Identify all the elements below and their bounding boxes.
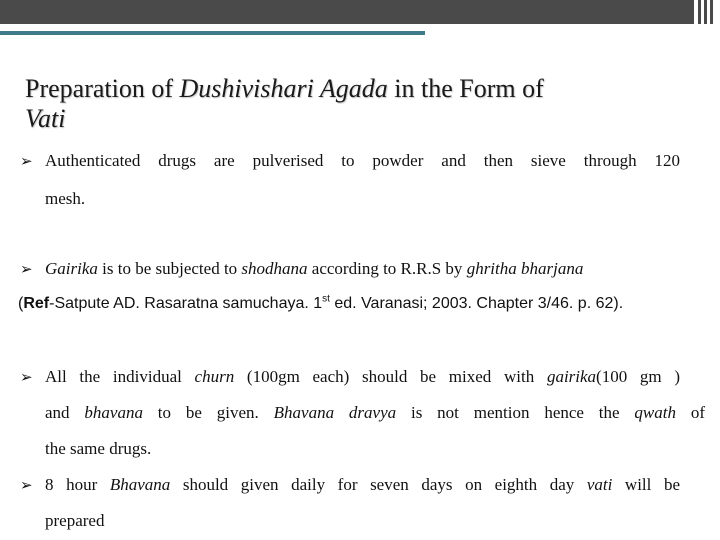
reference-open: ( — [18, 295, 24, 312]
top-decorative-stripes — [698, 0, 720, 24]
arrow-bullet-icon: ➢ — [20, 368, 33, 386]
bullet-4-term-vati: vati — [586, 475, 613, 494]
bullet-3-term-bhavana: bhavana — [84, 403, 143, 422]
reference-text-1: -Satpute AD. Rasaratna samuchaya. 1 — [49, 295, 323, 312]
bullet-3-l2-text-4: of — [675, 403, 705, 422]
bullet-2 — [20, 258, 583, 280]
title-line-2: Vati — [25, 104, 66, 133]
reference-sup: st — [322, 293, 330, 305]
bullet-1-line-1: Authenticated drugs are pulverised to powder and then sieve through 120 — [45, 151, 680, 170]
bullet-3-text-3: (100 gm ) — [596, 367, 681, 386]
title-part-2: Dushivishari Agada — [179, 74, 388, 103]
bullet-4-text-1: 8 hour — [45, 475, 110, 494]
bullet-3 — [20, 366, 680, 388]
accent-underline — [0, 31, 425, 35]
title-part-3: in the Form of — [387, 74, 544, 103]
bullet-3-term-churn: churn — [194, 367, 235, 386]
reference-text-2: ed. Varanasi; 2003. Chapter 3/46. p. 62). — [329, 295, 624, 312]
bullet-1 — [20, 150, 680, 172]
bullet-4-text-2: should given daily for seven days on eighth day — [170, 475, 587, 494]
bullet-2-term-gairika: Gairika — [45, 259, 98, 278]
bullet-2-term-ghritha: ghritha bharjana — [466, 259, 584, 278]
bullet-3-l2-text-1: and — [45, 403, 85, 422]
bullet-2-term-shodhana: shodhana — [241, 259, 308, 278]
bullet-4-term-bhavana: Bhavana — [109, 475, 171, 494]
bullet-3-line-3: the same drugs. — [45, 439, 152, 458]
bullet-3-text-2: (100gm each) should be mixed with — [234, 367, 547, 386]
reference-label: Ref — [23, 295, 50, 312]
reference-line — [18, 293, 623, 315]
bullet-4 — [20, 474, 680, 496]
top-decorative-bar — [0, 0, 694, 24]
bullet-3-term-bhavana-dravya: Bhavana dravya — [273, 403, 397, 422]
bullet-3-l2-text-2: to be given. — [142, 403, 274, 422]
bullet-1-line-2: mesh. — [45, 189, 86, 208]
bullet-4-line-2: prepared — [45, 511, 105, 530]
bullet-2-text-1: is to be subjected to — [97, 259, 242, 278]
arrow-bullet-icon: ➢ — [20, 260, 33, 278]
bullet-3-l2-text-3: is not mention hence the — [396, 403, 635, 422]
bullet-3-term-qwath: qwath — [634, 403, 676, 422]
slide-title — [25, 74, 665, 134]
bullet-3-term-gairika: gairika — [546, 367, 597, 386]
bullet-3-line-2 — [45, 402, 705, 424]
bullet-2-text-2: according to R.R.S by — [307, 259, 467, 278]
arrow-bullet-icon: ➢ — [20, 152, 33, 170]
arrow-bullet-icon: ➢ — [20, 476, 33, 494]
bullet-3-text-1: All the individual — [45, 367, 195, 386]
title-part-1: Preparation of — [25, 74, 180, 103]
bullet-4-text-3: will be — [612, 475, 681, 494]
